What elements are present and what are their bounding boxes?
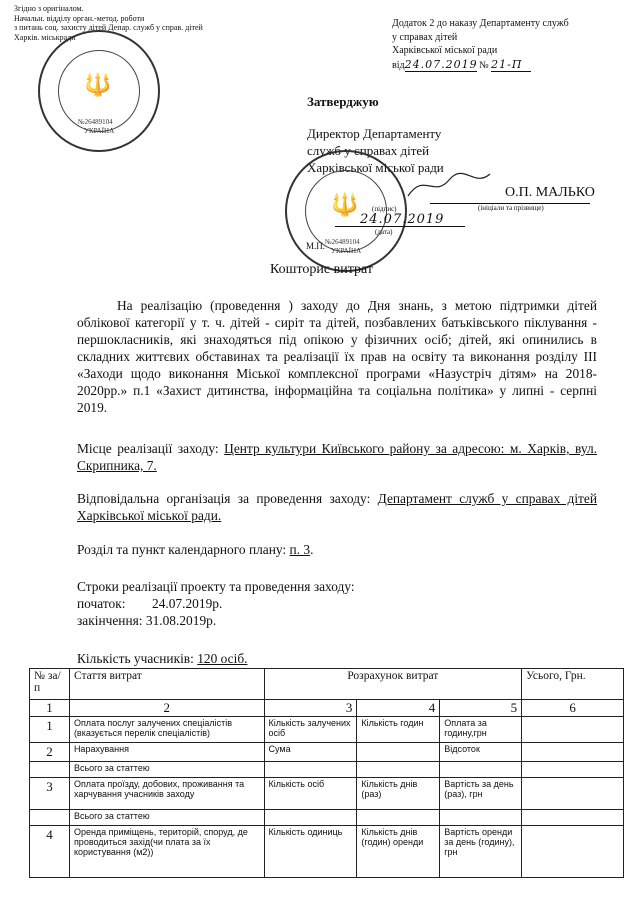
table-row: 1 Оплата послуг залучених спеціалістів (вказується перелік спеціалістів) Кількість залучених осіб Кількість годин Оплата за годину,грн (30, 717, 624, 743)
signature (404, 168, 494, 202)
start-value: 24.07.2019р. (152, 596, 223, 611)
start-line: початок: 24.07.2019р. (77, 596, 223, 611)
trident-icon: 🔱 (331, 192, 359, 217)
director-block: Директор Департаменту служб у справах дітей Харківської міської ради (307, 126, 444, 175)
annex-header (392, 17, 622, 72)
sign-caption: (підпис) (372, 205, 397, 213)
seal-country: УКРАЇНА (84, 127, 115, 135)
header-number: № за/п (30, 669, 70, 700)
cost-table (29, 668, 624, 878)
table-row: 4 Оренда приміщень, територій, споруд, де проводиться захід(чи плата за їх користування (м2)) Кількість одиниць Кількість днів (годин) оренди Вартість оренди за день (годину), грн (30, 826, 624, 878)
seal-place-mark: М.П. (306, 241, 326, 251)
table-column-numbers: 1 2 3 4 5 6 (30, 700, 624, 717)
end-value: 31.08.2019р. (145, 613, 217, 628)
responsible-value: Департамент служб у справах дітей Харківської міської ради. (77, 491, 597, 523)
date-caption: (дата) (375, 228, 393, 236)
certification-note (14, 4, 244, 42)
table-row: 2 Нарахування Сума Відсоток (30, 743, 624, 762)
table-header-row (30, 669, 624, 700)
annex-date-line: від24.07.2019 № 21-П (392, 58, 622, 73)
seal-number: №26489104 (78, 118, 113, 126)
handwritten-approval-date: 24.07.2019 (360, 212, 445, 227)
note-line: Начальн. відділу орган.-метод. роботи (14, 13, 145, 23)
place-paragraph: Місце реалізації заходу: Центр культури Київського району за адресою: м. Харків, вул. Скрипника, 7. (77, 441, 598, 473)
place-value: Центр культури Київського району за адресою: м. Харків, вул. Скрипника, 7. (77, 441, 598, 473)
header-article: Стаття витрат (69, 669, 264, 700)
terms-block (77, 578, 597, 629)
table-row: Всього за статтею (30, 810, 624, 826)
handwritten-date: 24.07.2019 (404, 57, 478, 71)
official-seal-left (38, 30, 160, 152)
annex-line: Додаток 2 до наказу Департаменту служб (392, 18, 569, 29)
responsible-paragraph: Відповідальна організація за проведення заходу: Департамент служб у справах дітей Харківської міської ради. (77, 491, 597, 523)
signature-caption: (ініціали та прізвище) (478, 204, 544, 212)
page-title: Кошторис витрат (270, 262, 373, 277)
note-line: Згідно з оригіналом. (14, 4, 84, 13)
section-paragraph: Розділ та пункт календарного плану: п. 3. (77, 542, 314, 557)
note-line: Харків. міськради (14, 32, 76, 42)
participants-paragraph: Кількість учасників: 120 осіб. (77, 651, 248, 666)
seal-country: УКРАЇНА (331, 247, 362, 255)
director-name: О.П. МАЛЬКО (505, 185, 595, 200)
table-row: 3 Оплата проїзду, добових, проживання та харчування учасників заходу Кількість осіб Кількість днів (раз) Вартість за день (раз), грн (30, 778, 624, 810)
seal-number: №26489104 (325, 238, 360, 246)
header-total: Усього, Грн. (522, 669, 624, 700)
annex-line: Харківської міської ради (392, 45, 498, 56)
header-calculation: Розрахунок витрат (264, 669, 522, 700)
terms-label: Строки реалізації проекту та проведення заходу: (77, 579, 355, 594)
date-line (335, 226, 465, 227)
approve-heading: Затверджую (307, 94, 379, 109)
annex-line: у справах дітей (392, 31, 458, 43)
handwritten-number: 21-П (491, 58, 531, 73)
table-row: Всього за статтею (30, 762, 624, 778)
note-line: з питань соц. захисту дітей Депар. служб у справ. дітей (14, 23, 203, 32)
end-line: закінчення: 31.08.2019р. (77, 613, 217, 628)
participants-value: 120 осіб. (197, 651, 248, 666)
intro-paragraph: На реалізацію (проведення ) заходу до Дня знань, з метою підтримки дітей облікової категорії у т. ч. дітей - сиріт та дітей, позбавлених батьківського піклування - першокласників, які знаходяться під опікою у фізичних осіб; дітей, які опинились в складних життєвих обставинах та реалізації їх прав на освіту та виконання розділу ІІІ «Заходи щодо виконання Міської комплексної програми «Назустріч дітям» на 2018-2020рр.» п.1 «Захист дитинства, інформаційна та соціальна політика» у липні - серпні 2019. (77, 298, 597, 415)
section-value: п. 3 (289, 542, 311, 557)
trident-icon: 🔱 (84, 72, 112, 97)
